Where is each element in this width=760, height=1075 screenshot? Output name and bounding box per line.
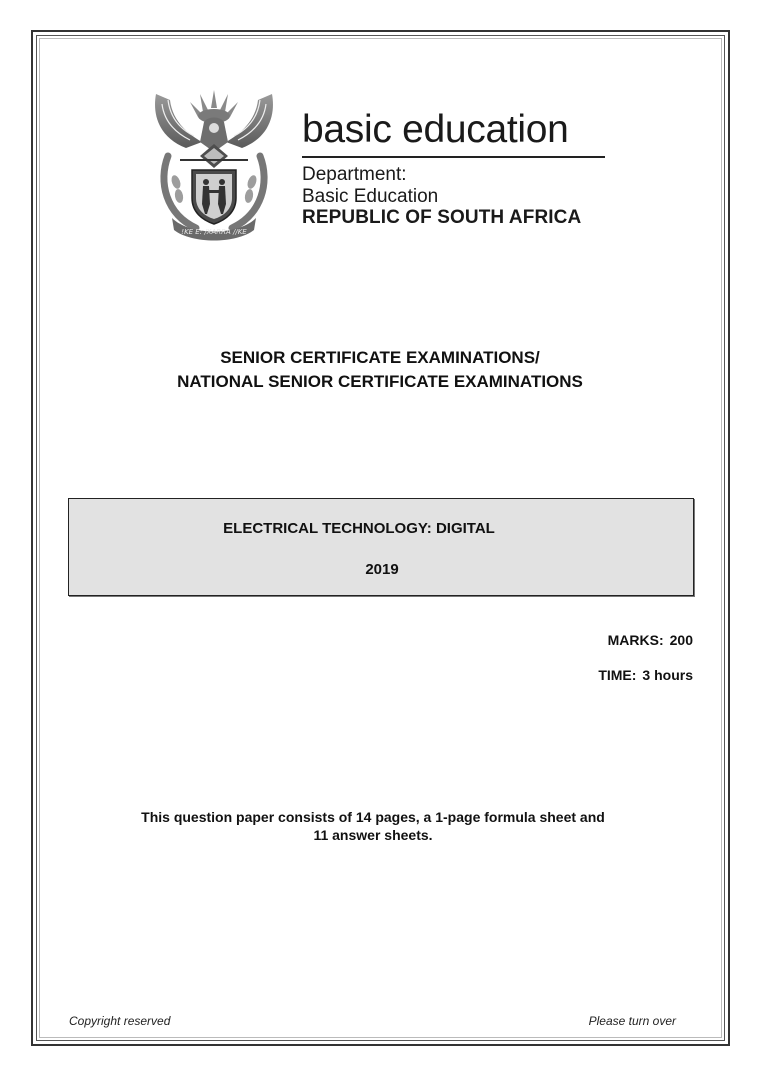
brand-title: basic education bbox=[302, 108, 569, 151]
coat-of-arms-icon bbox=[150, 86, 278, 242]
svg-text:!KE E: /XARRA //KE: !KE E: /XARRA //KE bbox=[181, 228, 247, 236]
subject-box bbox=[68, 498, 694, 596]
time-label: TIME: bbox=[598, 667, 637, 683]
subject-year: 2019 bbox=[365, 561, 399, 578]
brand-department-label: Department: bbox=[302, 164, 407, 185]
brand-divider bbox=[302, 156, 605, 158]
exam-title-line-2: NATIONAL SENIOR CERTIFICATE EXAMINATIONS bbox=[177, 372, 583, 391]
marks-value: 200 bbox=[669, 632, 693, 648]
brand-department-name: Basic Education bbox=[302, 186, 439, 207]
paper-composition-line-2: 11 answer sheets. bbox=[313, 827, 433, 843]
footer-turn-over: Please turn over bbox=[588, 1014, 676, 1028]
paper-composition-note bbox=[60, 808, 686, 844]
marks-line bbox=[608, 632, 693, 648]
footer-copyright: Copyright reserved bbox=[69, 1014, 171, 1028]
time-line bbox=[598, 667, 693, 683]
exam-title bbox=[60, 346, 700, 394]
time-value: 3 hours bbox=[642, 667, 693, 683]
paper-composition-line-1: This question paper consists of 14 pages, a 1-page formula sheet and bbox=[141, 809, 605, 825]
brand-country: REPUBLIC OF SOUTH AFRICA bbox=[302, 207, 582, 228]
exam-title-line-1: SENIOR CERTIFICATE EXAMINATIONS/ bbox=[220, 348, 540, 367]
subject-name: ELECTRICAL TECHNOLOGY: DIGITAL bbox=[223, 520, 495, 537]
marks-label: MARKS: bbox=[607, 632, 664, 648]
